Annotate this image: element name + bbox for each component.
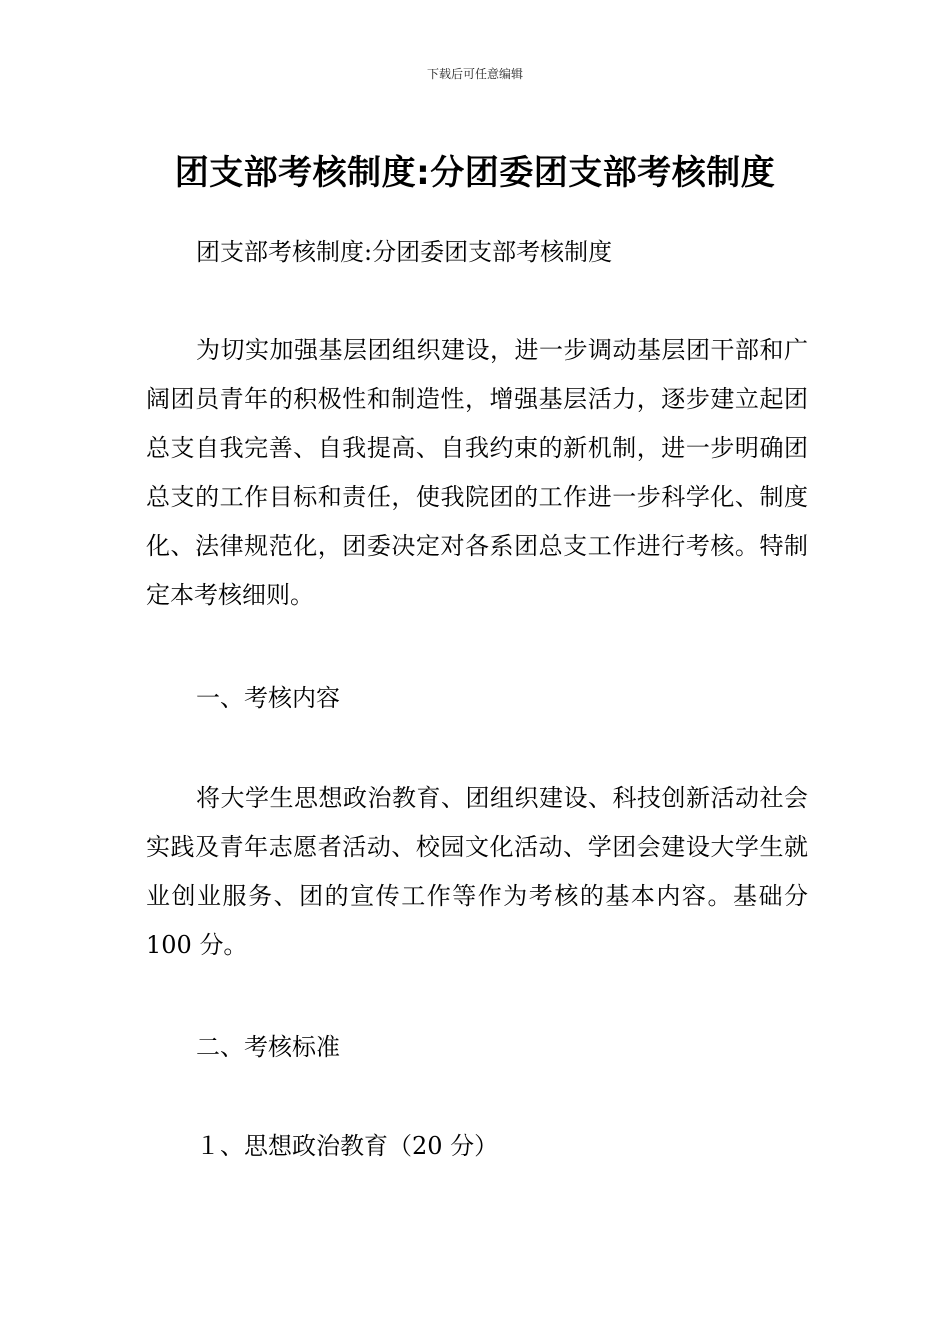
section-2-heading: 二、考核标准: [196, 1033, 340, 1061]
item-1-heading: １、思想政治教育（20 分）: [196, 1132, 499, 1160]
section-1-heading: 一、考核内容: [196, 684, 340, 712]
section-1-body: 将大学生思想政治教育、团组织建设、科技创新活动社会实践及青年志愿者活动、校园文化活动、学团会建设大学生就业创业服务、团的宣传工作等作为考核的基本内容。基础分 100 分。: [146, 784, 808, 959]
header-note: 下载后可任意编辑: [426, 67, 523, 81]
intro-paragraph: 为切实加强基层团组织建设，进一步调动基层团干部和广阔团员青年的积极性和制造性，增强基层活力，逐步建立起团总支自我完善、自我提高、自我约束的新机制，进一步明确团总支的工作目标和责任，使我院团的工作进一步科学化、制度化、法律规范化，团委决定对各系团总支工作进行考核。特制定本考核细则。: [146, 336, 808, 609]
document-title: 团支部考核制度:分团委团支部考核制度: [174, 152, 776, 193]
document-subtitle: 团支部考核制度:分团委团支部考核制度: [196, 238, 613, 266]
